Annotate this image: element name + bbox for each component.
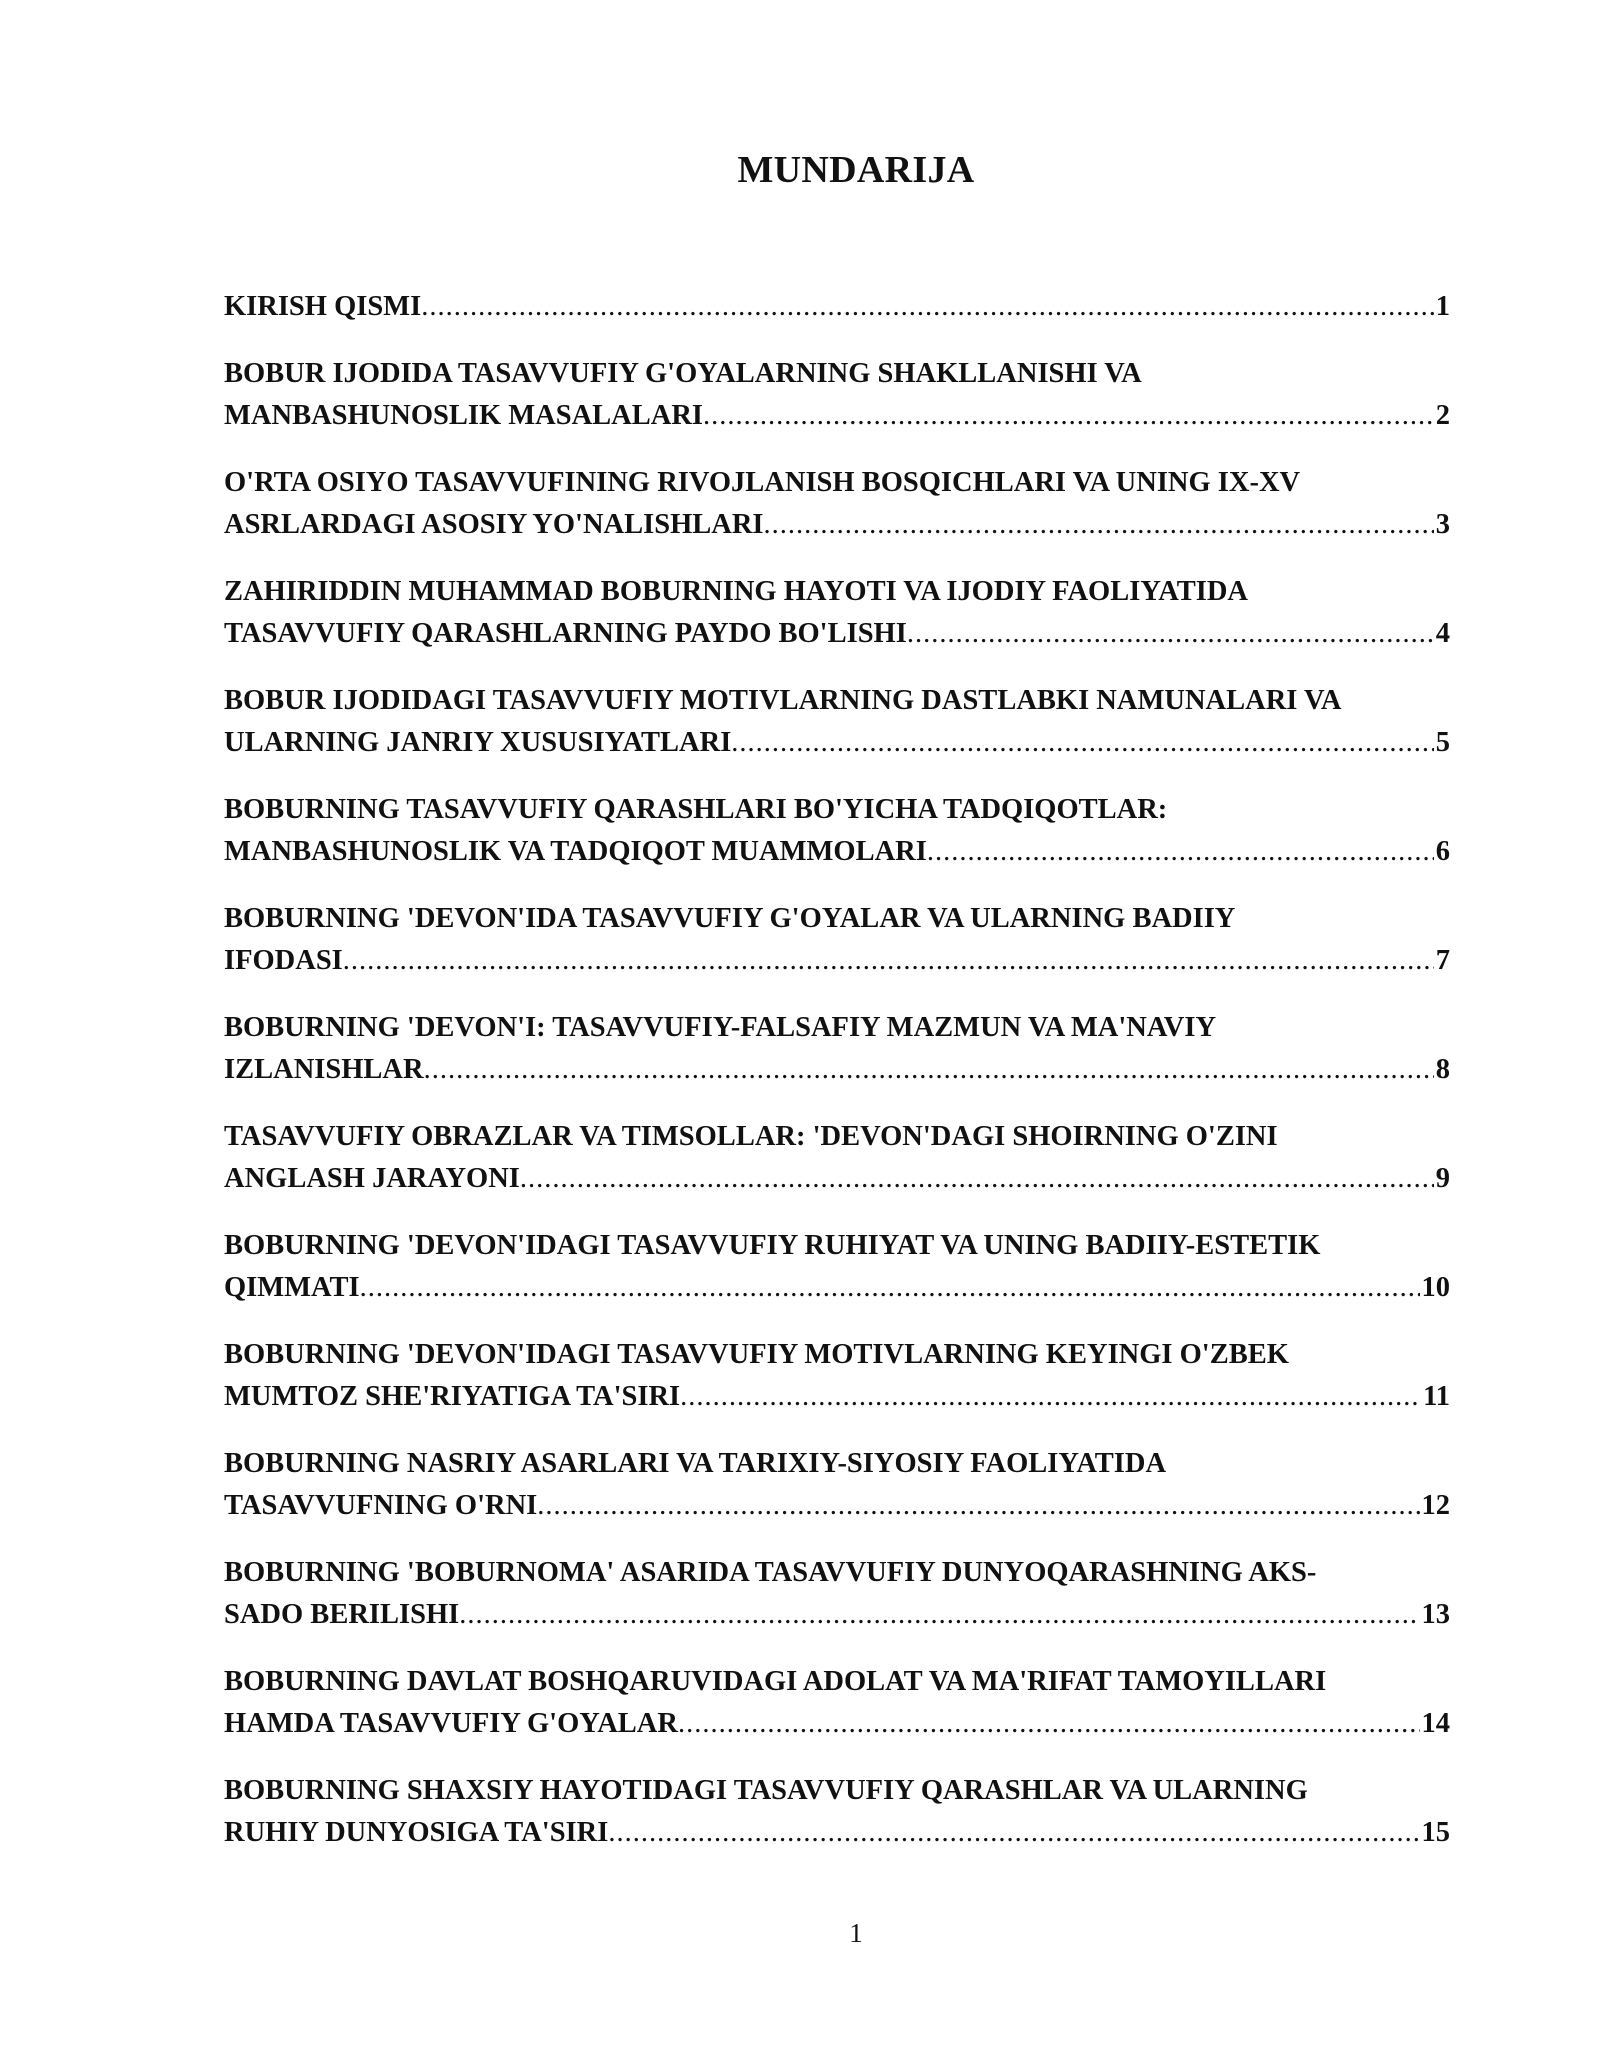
toc-entry-title-line2: RUHIY DUNYOSIGA TA'SIRI [224, 1817, 609, 1848]
toc-entry-line [224, 1376, 1450, 1418]
toc-entry-title-line1: BOBURNING NASRIY ASARLARI VA TARIXIY-SIYOSIY FAOLIYATIDA [224, 1448, 1167, 1479]
toc-entry-line [224, 1703, 1450, 1745]
toc-entry-line [224, 613, 1450, 655]
dot-leader [537, 1485, 1419, 1527]
toc-page-number: 1 [1435, 291, 1450, 322]
toc-entry[interactable] [224, 680, 1450, 789]
toc-entry-title-line2: IFODASI [224, 945, 343, 976]
dot-leader [680, 1376, 1421, 1418]
toc-entry-line [224, 940, 1450, 982]
toc-entry[interactable] [224, 571, 1450, 680]
toc-entry-title-line2: HAMDA TASAVVUFIY G'OYALAR [224, 1708, 678, 1739]
toc-entry-line [224, 1812, 1450, 1854]
toc-entry[interactable] [224, 353, 1450, 462]
dot-leader [907, 613, 1434, 655]
toc-entry-title-line1: BOBURNING 'DEVON'IDA TASAVVUFIY G'OYALAR VA ULARNING BADIIY [224, 903, 1236, 934]
toc-page-number: 9 [1435, 1163, 1450, 1194]
toc-entry-title-line1: ZAHIRIDDIN MUHAMMAD BOBURNING HAYOTI VA IJODIY FAOLIYATIDA [224, 576, 1249, 607]
toc-page-number: 5 [1435, 727, 1450, 758]
toc-entry-line [224, 831, 1450, 873]
toc-entry[interactable] [224, 789, 1450, 898]
toc-entry-title-line2: QIMMATI [224, 1272, 360, 1303]
dot-leader [678, 1703, 1420, 1745]
toc-entry-title-line2: ULARNING JANRIY XUSUSIYATLARI [224, 727, 732, 758]
toc-entry-title-line1: BOBURNING 'DEVON'IDAGI TASAVVUFIY RUHIYAT VA UNING BADIIY-ESTETIK [224, 1230, 1321, 1261]
toc-entry-title-line2: TASAVVUFNING O'RNI [224, 1490, 538, 1521]
toc-entry-title-line1: BOBURNING 'DEVON'IDAGI TASAVVUFIY MOTIVLARNING KEYINGI O'ZBEK [224, 1339, 1289, 1370]
toc-entry-title-line2: SADO BERILISHI [224, 1599, 460, 1630]
toc-page-number: 3 [1435, 509, 1450, 540]
dot-leader [459, 1594, 1419, 1636]
toc-entry[interactable] [224, 1225, 1450, 1334]
toc-entry-title-line1: BOBUR IJODIDA TASAVVUFIY G'OYALARNING SHAKLLANISHI VA [224, 358, 1142, 389]
dot-leader [360, 1267, 1420, 1309]
toc-entry-line [224, 1158, 1450, 1200]
toc-entry-title-line2: ASRLARDAGI ASOSIY YO'NALISHLARI [224, 509, 764, 540]
toc-page-number: 6 [1435, 836, 1450, 867]
toc-page-number: 12 [1421, 1490, 1450, 1521]
toc-entry-title-line1: O'RTA OSIYO TASAVVUFINING RIVOJLANISH BOSQICHLARI VA UNING IX-XV [224, 467, 1301, 498]
dot-leader [608, 1812, 1419, 1854]
toc-entry-title-line2: TASAVVUFIY QARASHLARNING PAYDO BO'LISHI [224, 618, 907, 649]
dot-leader [424, 1049, 1434, 1091]
toc-entry-title-line1: TASAVVUFIY OBRAZLAR VA TIMSOLLAR: 'DEVON'DAGI SHOIRNING O'ZINI [224, 1121, 1278, 1152]
toc-page-number: 2 [1435, 400, 1450, 431]
toc-entry[interactable] [224, 1661, 1450, 1770]
table-of-contents [224, 286, 1450, 1879]
toc-entry-title-line2: ANGLASH JARAYONI [224, 1163, 520, 1194]
toc-page-number: 13 [1421, 1599, 1450, 1630]
toc-entry-title-line1: BOBURNING 'BOBURNOMA' ASARIDA TASAVVUFIY DUNYOQARASHNING AKS- [224, 1557, 1317, 1588]
toc-page-number: 8 [1435, 1054, 1450, 1085]
toc-page-number: 7 [1435, 945, 1450, 976]
toc-entry-title: KIRISH QISMI [224, 291, 422, 322]
toc-entry-line [224, 1594, 1450, 1636]
toc-entry-title-line2: MANBASHUNOSLIK MASALALARI [224, 400, 704, 431]
toc-page-number: 4 [1435, 618, 1450, 649]
toc-entry[interactable] [224, 898, 1450, 1007]
dot-leader [703, 395, 1434, 437]
toc-entry-line [224, 504, 1450, 546]
dot-leader [520, 1158, 1434, 1200]
dot-leader [927, 831, 1434, 873]
dot-leader [731, 722, 1433, 764]
toc-entry[interactable] [224, 286, 1450, 353]
toc-entry-title-line1: BOBURNING TASAVVUFIY QARASHLARI BO'YICHA TADQIQOTLAR: [224, 794, 1168, 825]
toc-page-number: 14 [1421, 1708, 1450, 1739]
toc-entry-title-line1: BOBUR IJODIDAGI TASAVVUFIY MOTIVLARNING DASTLABKI NAMUNALARI VA [224, 685, 1342, 716]
toc-entry-title-line2: IZLANISHLAR [224, 1054, 424, 1085]
dot-leader [421, 286, 1434, 328]
toc-entry-line [224, 722, 1450, 764]
dot-leader [764, 504, 1434, 546]
toc-entry-title-line2: MUMTOZ SHE'RIYATIGA TA'SIRI [224, 1381, 681, 1412]
toc-entry[interactable] [224, 1770, 1450, 1879]
toc-entry[interactable] [224, 1334, 1450, 1443]
toc-entry-title-line1: BOBURNING 'DEVON'I: TASAVVUFIY-FALSAFIY MAZMUN VA MA'NAVIY [224, 1012, 1217, 1043]
toc-page-number: 10 [1421, 1272, 1450, 1303]
toc-entry-line [224, 1049, 1450, 1091]
toc-entry[interactable] [224, 1007, 1450, 1116]
toc-page-number: 15 [1421, 1817, 1450, 1848]
toc-entry-title-line1: BOBURNING DAVLAT BOSHQARUVIDAGI ADOLAT VA MA'RIFAT TAMOYILLARI [224, 1666, 1327, 1697]
toc-page-number: 11 [1423, 1381, 1450, 1412]
document-title: MUNDARIJA [737, 149, 975, 191]
page-number: 1 [849, 1918, 863, 1948]
toc-entry-line [224, 286, 1450, 328]
toc-entry[interactable] [224, 462, 1450, 571]
dot-leader [343, 940, 1434, 982]
toc-entry[interactable] [224, 1443, 1450, 1552]
toc-entry[interactable] [224, 1116, 1450, 1225]
toc-entry-title-line1: BOBURNING SHAXSIY HAYOTIDAGI TASAVVUFIY QARASHLAR VA ULARNING [224, 1775, 1308, 1806]
toc-entry-line [224, 1267, 1450, 1309]
toc-entry-title-line2: MANBASHUNOSLIK VA TADQIQOT MUAMMOLARI [224, 836, 927, 867]
toc-entry[interactable] [224, 1552, 1450, 1661]
toc-entry-line [224, 1485, 1450, 1527]
toc-entry-line [224, 395, 1450, 437]
